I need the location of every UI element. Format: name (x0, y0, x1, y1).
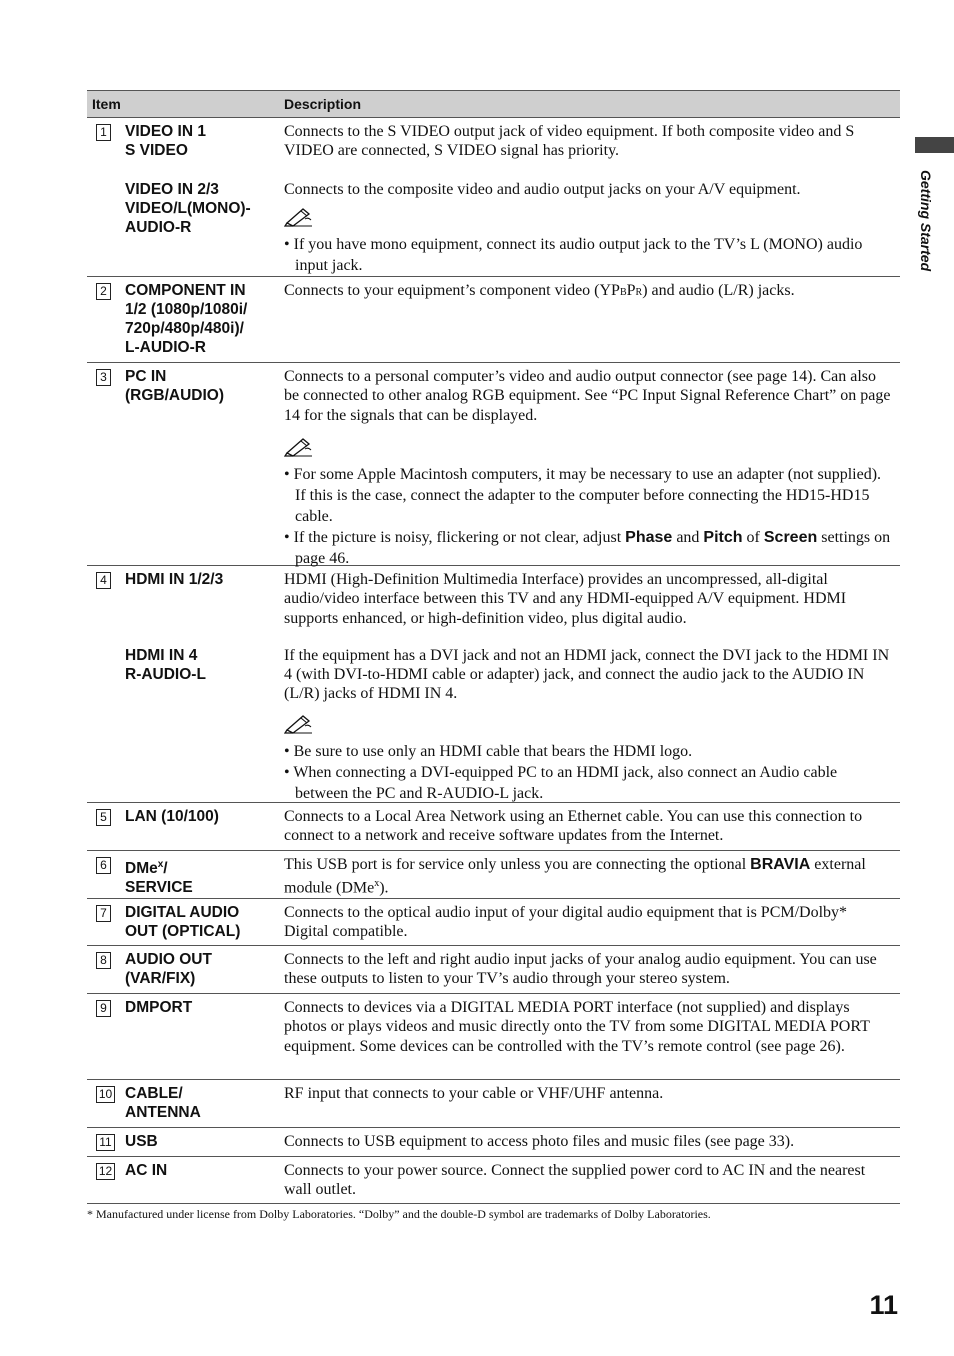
item-label: CABLE/ ANTENNA (125, 1085, 201, 1121)
item-description: If the equipment has a DVI jack and not an HDMI jack, connect the DVI jack to the HDMI IN 4 (with DVI-to-HDMI cable or adapter) jack, and connect the audio jack to the AUDIO IN (L/R) jacks of HDMI IN 4. • Be sure to use only an HDMI cable that bears the HDMI logo. • When connecting a DVI-equipped PC to an HDMI jack, also connect an Audio cable between the PC and R-AUDIO-L jack. (284, 646, 900, 804)
section-side-label (916, 170, 938, 295)
item-label: DIGITAL AUDIO OUT (OPTICAL) (125, 904, 241, 940)
item-label: COMPONENT IN 1/2 (1080p/1080i/ 720p/480p/480i)/ L-AUDIO-R (125, 282, 248, 356)
item-description: Connects to your power source. Connect the supplied power cord to AC IN and the nearest wall outlet. (284, 1162, 866, 1199)
header-item: Item (92, 96, 121, 112)
item-label: LAN (10/100) (125, 808, 219, 825)
item-number: 10 (96, 1086, 115, 1103)
item-label: VIDEO IN 1 S VIDEO (125, 123, 206, 159)
header-description: Description (284, 96, 362, 112)
item-number: 1 (96, 124, 111, 141)
item-number: 6 (96, 857, 111, 874)
section-side-text: Getting Started (918, 170, 934, 272)
table-row (87, 1080, 900, 1128)
table-row (87, 118, 900, 277)
item-number: 4 (96, 572, 111, 589)
item-label: VIDEO IN 2/3 VIDEO/L(MONO)- AUDIO-R (125, 180, 251, 236)
note-pencil-icon (284, 435, 314, 457)
item-label: PC IN (RGB/AUDIO) (125, 368, 225, 404)
item-description: Connects to the left and right audio input jacks of your analog audio equipment. You can use these outputs to listen to your TV’s audio through your stereo system. (284, 951, 877, 988)
item-description: Connects to a personal computer’s video and audio output connector (see page 14). Can also be connected to other analog RGB equipment. See “PC Input Signal Reference Chart” on page 14 for the signals that can be displayed. • For some Apple Macintosh computers, it may be necessary to use an adapter (not supplied). If this is the case, connect the adapter to the computer before connecting the HD15-HD15 cable. • If the picture is noisy, flickering or not clear, adjust Phase and Pitch of Screen settings on page 46. (284, 367, 900, 560)
item-number: 8 (96, 952, 111, 969)
item-number: 12 (96, 1163, 115, 1180)
note-bullet: • If you have mono equipment, connect its audio output jack to the TV’s L (MONO) audio input jack. (284, 236, 863, 275)
item-description: Connects to a Local Area Network using an Ethernet cable. You can use this connection to connect to a network and receive software updates from the Internet. (284, 808, 863, 845)
table-row (87, 1157, 900, 1204)
item-description: RF input that connects to your cable or VHF/UHF antenna. (284, 1085, 664, 1102)
table-row (87, 566, 900, 803)
note-bullet: • For some Apple Macintosh computers, it may be necessary to use an adapter (not supplied). If this is the case, connect the adapter to the computer before connecting the HD15-HD15 cable. (284, 466, 882, 526)
connections-table (87, 90, 900, 1204)
item-description: Connects to USB equipment to access photo files and music files (see page 33). (284, 1133, 795, 1150)
table-header (87, 90, 900, 118)
note-pencil-icon (284, 205, 314, 227)
item-description: Connects to your equipment’s component video (YPBPR) and audio (L/R) jacks. (284, 282, 795, 299)
item-label: USB (125, 1133, 158, 1150)
note-bullet: • Be sure to use only an HDMI cable that bears the HDMI logo. (284, 743, 693, 761)
item-label: HDMI IN 4 R-AUDIO-L (125, 646, 206, 683)
table-row (87, 1128, 900, 1157)
item-description: Connects to the optical audio input of your digital audio equipment that is PCM/Dolby* Digital compatible. (284, 904, 848, 941)
item-label: AC IN (125, 1162, 168, 1179)
item-description: Connects to the composite video and audio output jacks on your A/V equipment. • If you have mono equipment, connect its audio output jack to the TV’s L (MONO) audio input jack. (284, 180, 900, 277)
table-row (87, 851, 900, 899)
item-label: AUDIO OUT (VAR/FIX) (125, 951, 212, 987)
item-number: 7 (96, 905, 111, 922)
item-number: 9 (96, 1000, 111, 1017)
item-number: 11 (96, 1134, 115, 1151)
note-bullet: • When connecting a DVI-equipped PC to an HDMI jack, also connect an Audio cable between the PC and R-AUDIO-L jack. (284, 764, 838, 803)
section-tab-marker (915, 137, 954, 153)
item-description: Connects to the S VIDEO output jack of video equipment. If both composite video and S VIDEO are connected, S VIDEO signal has priority. (284, 123, 855, 160)
footnote: * Manufactured under license from Dolby Laboratories. “Dolby” and the double-D symbol are trademarks of Dolby Laboratories. (87, 1207, 711, 1221)
item-number: 3 (96, 369, 111, 386)
page-number: 11 (869, 1290, 898, 1320)
item-label: HDMI IN 1/2/3 (125, 571, 224, 588)
table-row (87, 994, 900, 1080)
item-number: 5 (96, 809, 111, 826)
table-row (87, 277, 900, 363)
table-row (87, 803, 900, 851)
table-row (87, 946, 900, 994)
item-number: 2 (96, 283, 111, 300)
item-description: HDMI (High-Definition Multimedia Interface) provides an uncompressed, all-digital audio/video interface between this TV and any HDMI-equipped A/V equipment. HDMI supports enhanced, or high-definition video, plus digital audio. (284, 571, 847, 627)
table-row (87, 363, 900, 566)
item-description: Connects to devices via a DIGITAL MEDIA PORT interface (not supplied) and displays photos or plays videos and music directly onto the TV from some DIGITAL MEDIA PORT equipment. Some devices can be controlled with the TV’s remote control (see page 26). (284, 999, 870, 1055)
item-label: DMPORT (125, 999, 193, 1016)
note-bullet: • If the picture is noisy, flickering or not clear, adjust Phase and Pitch of Screen settings on page 46. (284, 529, 891, 568)
item-label: DMe$^x$/ SERVICE (125, 859, 193, 897)
table-row (87, 899, 900, 946)
note-pencil-icon (284, 712, 314, 734)
item-description: This USB port is for service only unless you are connecting the optional BRAVIA external module (DMe$^x$). (284, 856, 866, 897)
